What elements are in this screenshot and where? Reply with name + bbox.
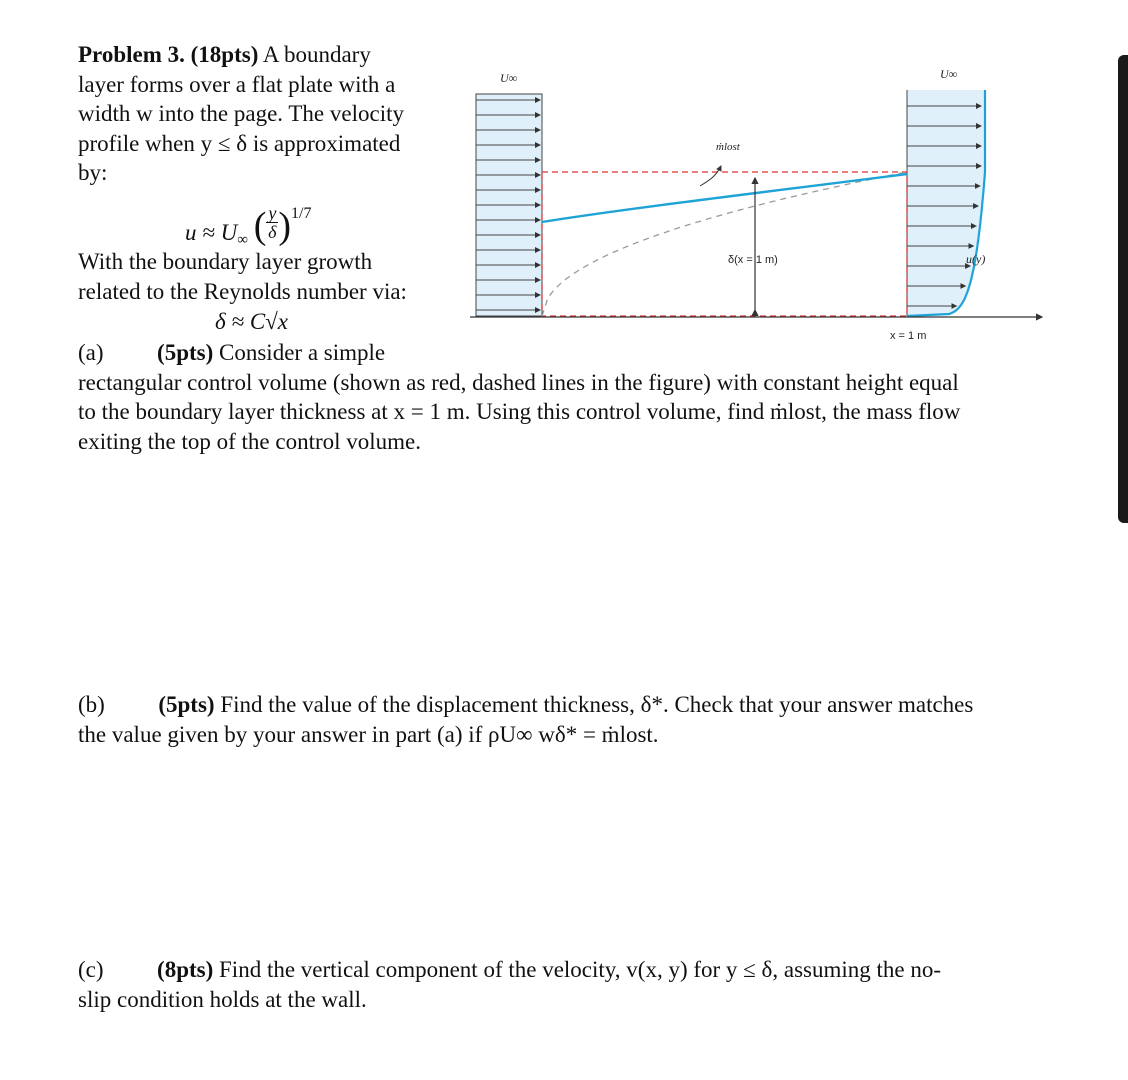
part-b-points: (5pts) [158,692,215,717]
eq-paren-left: ( [253,205,267,247]
label-u-y: u(y) [966,252,986,266]
part-c-label: (c) [78,957,104,982]
label-u-inf-left: U∞ [500,71,518,85]
problem-title: Problem 3. (18pts) [78,42,259,67]
problem-intro [78,40,404,188]
boundary-layer-growth-curve [542,172,907,316]
eq-fraction [266,204,278,241]
growth-line-2: related to the Reynolds number via: [78,278,407,304]
part-c-points: (8pts) [157,957,214,982]
eq-paren-right: ) [278,205,291,247]
label-x: x = 1 m [890,330,927,342]
part-c [78,955,1078,1014]
intro-line-3: width w into the page. The velocity [78,101,404,126]
part-a-line-3: to the boundary layer thickness at x = 1 m. Using this control volume, find ṁlost, the mass flow [78,399,961,424]
scrollbar[interactable] [1118,55,1128,523]
eq-frac-num: y [268,203,277,224]
growth-equation: δ ≈ C√x [215,309,288,334]
part-a-points: (5pts) [157,340,214,365]
eq-exponent: 1/7 [291,205,312,222]
label-delta: δ(x = 1 m) [728,254,778,266]
intro-line-4: profile when y ≤ δ is approximated [78,130,401,156]
streamline [542,174,907,222]
label-u-inf-right: U∞ [940,67,958,81]
part-b-label: (b) [78,692,105,717]
intro-line-5: by: [78,160,108,185]
part-c-line-1: Find the vertical component of the velocity, v(x, y) for y ≤ δ, assuming the no- [219,957,942,982]
part-b-line-1: Find the value of the displacement thickness, δ*. Check that your answer matches [220,692,974,717]
part-b [78,690,1078,749]
part-a-line-2: rectangular control volume (shown as red, dashed lines in the figure) with constant height equal [78,369,959,395]
label-m-lost: ṁlost [716,141,740,153]
outflow-profile-region [907,90,985,316]
eq-sub: ∞ [237,232,248,248]
growth-line-1: With the boundary layer growth [78,249,373,274]
growth-text [78,247,407,306]
m-lost-arrow [700,166,721,186]
eq-frac-den: δ [268,222,277,243]
part-a [78,338,1078,456]
boundary-layer-figure [470,58,1070,348]
part-b-line-2: the value given by your answer in part (a) if ρU∞ wδ* = ṁlost. [78,721,659,747]
velocity-equation [185,188,311,248]
part-c-line-2: slip condition holds at the wall. [78,986,367,1012]
eq-lhs: u ≈ U [185,220,238,245]
intro-line-2: layer forms over a flat plate with a [78,71,396,97]
part-a-line-1: Consider a simple [219,340,386,365]
intro-line-1: A boundary [262,42,371,67]
part-a-label: (a) [78,340,104,365]
control-volume [542,172,907,316]
part-a-line-4: exiting the top of the control volume. [78,428,422,454]
